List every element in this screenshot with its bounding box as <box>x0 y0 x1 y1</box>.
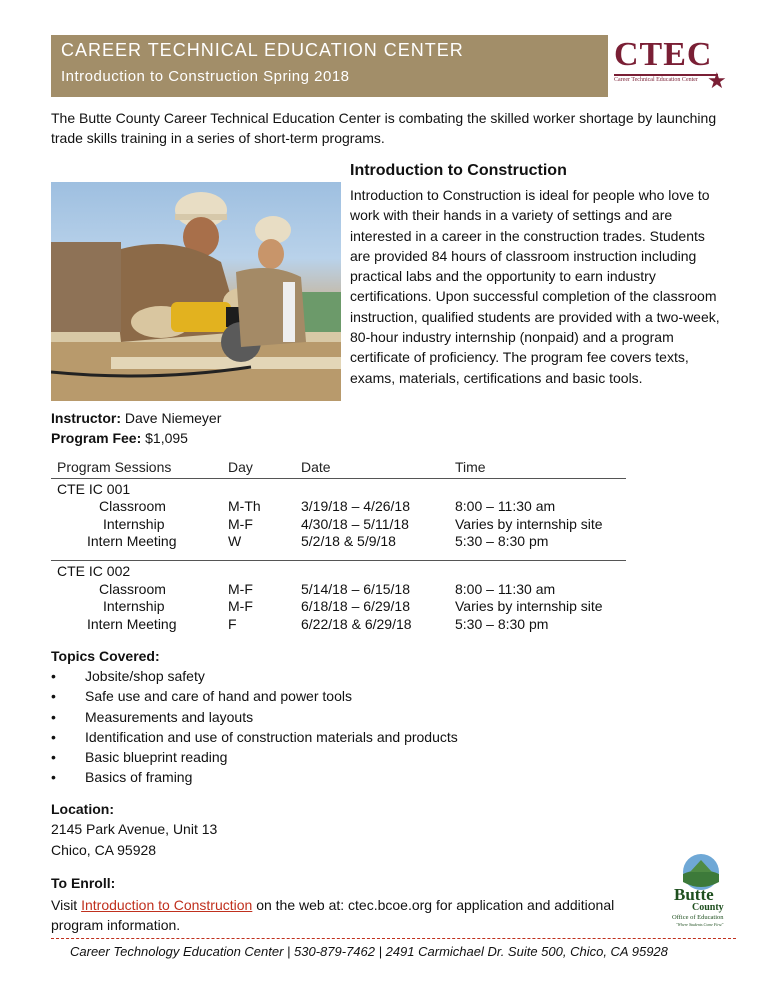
instructor-label: Instructor: <box>51 410 121 426</box>
session-day: M-F <box>228 598 253 615</box>
list-item <box>51 666 651 686</box>
ctec-logo-text: CTEC <box>614 36 713 73</box>
session-day: W <box>228 533 242 550</box>
session-time: 5:30 – 8:30 pm <box>455 533 549 550</box>
table-row <box>51 516 626 534</box>
header-time: Time <box>455 459 486 475</box>
session-day: M-F <box>228 580 253 597</box>
ctec-logo <box>612 36 727 96</box>
enroll-title: To Enroll: <box>51 875 116 891</box>
instructor-info <box>51 408 221 448</box>
session-time: Varies by internship site <box>455 598 603 615</box>
schedule-table <box>51 459 626 633</box>
session-time: Varies by internship site <box>455 515 603 532</box>
session-date: 6/18/18 – 6/29/18 <box>301 598 410 615</box>
location-title: Location: <box>51 801 114 817</box>
butte-logo-line3: Office of Education <box>672 914 724 921</box>
session-date: 4/30/18 – 5/11/18 <box>301 515 409 532</box>
topic-text: Safe use and care of hand and power tools <box>85 688 352 705</box>
session-date: 5/14/18 – 6/15/18 <box>301 580 410 597</box>
butte-logo-line2: County <box>692 902 724 913</box>
banner-title: CAREER TECHNICAL EDUCATION CENTER <box>61 40 464 60</box>
bullet-icon: • <box>51 708 56 725</box>
topic-text: Jobsite/shop safety <box>85 668 205 684</box>
session-time: 5:30 – 8:30 pm <box>455 615 549 632</box>
ctec-logo-rule <box>614 74 718 76</box>
bullet-icon: • <box>51 749 56 766</box>
construction-workers-photo <box>51 182 341 401</box>
location-city: Chico, CA 95928 <box>51 842 157 858</box>
intro-paragraph: The Butte County Career Technical Education Center is combating the skilled worker shortage by launching trade skills training in a series of short-term programs. <box>51 110 717 146</box>
fee-label: Program Fee: <box>51 430 142 446</box>
banner-subtitle: Introduction to Construction Spring 2018 <box>61 68 350 85</box>
topics-title: Topics Covered: <box>51 648 160 664</box>
session-day: M-F <box>228 515 253 532</box>
session-date: 6/22/18 & 6/29/18 <box>301 615 412 632</box>
list-item <box>51 707 651 727</box>
schedule-divider <box>51 560 626 561</box>
header-day: Day <box>228 459 253 475</box>
fee-value: $1,095 <box>145 430 188 446</box>
enroll-suffix: on the web at: ctec.bcoe.org for application and additional program information. <box>51 897 615 933</box>
session-type: Internship <box>103 515 165 532</box>
topic-text: Basics of framing <box>85 769 193 786</box>
session-name: CTE IC 001 <box>57 480 131 497</box>
enroll-text <box>51 895 631 935</box>
star-icon: ★ <box>707 68 727 93</box>
session-type: Classroom <box>99 580 166 597</box>
schedule-divider <box>51 478 626 479</box>
list-item <box>51 767 651 787</box>
bullet-icon: • <box>51 668 56 684</box>
topic-text: Identification and use of construction materials and products <box>85 728 458 745</box>
butte-logo-line1: Butte <box>674 885 714 904</box>
program-description: Introduction to Construction is ideal for people who love to work with their hands in a variety of settings and are interested in a career in the construction trades. Students are provided 84 hours of classroom instruction including practical labs and the opportunity to earn industry certifications. Upon successful completion of the classroom instruction, qualified students are provided with a two-week, 80-hour industry internship (nonpaid) and a program certificate of proficiency. The program fee covers texts, exams, materials, certifications and basic tools. <box>350 187 720 386</box>
bullet-icon: • <box>51 728 56 745</box>
session-name: CTE IC 002 <box>57 562 131 579</box>
section-title: Introduction to Construction <box>350 162 567 179</box>
bullet-icon: • <box>51 688 56 705</box>
topics-list <box>51 666 651 788</box>
butte-logo-graphic <box>668 852 738 932</box>
list-item <box>51 727 651 747</box>
session-type: Internship <box>103 598 165 615</box>
photo-illustration <box>51 182 341 401</box>
header-date: Date <box>301 459 331 475</box>
session-time: 8:00 – 11:30 am <box>455 498 556 515</box>
table-row <box>51 498 626 516</box>
session-type: Intern Meeting <box>87 615 177 632</box>
instructor-name: Dave Niemeyer <box>124 410 222 426</box>
session-type: Intern Meeting <box>87 533 177 550</box>
bullet-icon: • <box>51 769 56 786</box>
session-date: 3/19/18 – 4/26/18 <box>301 498 410 515</box>
session-time: 8:00 – 11:30 am <box>455 580 556 597</box>
topic-text: Measurements and layouts <box>85 708 254 725</box>
footer-contact: Career Technology Education Center | 530-879-7462 | 2491 Carmichael Dr. Suite 500, Chico, CA 95928 <box>70 944 668 959</box>
table-row <box>51 616 626 634</box>
session-day: M-Th <box>228 498 261 515</box>
session-name-row <box>51 563 626 581</box>
session-date: 5/2/18 & 5/9/18 <box>301 533 396 550</box>
session-name-row <box>51 481 626 499</box>
butte-county-logo <box>668 852 738 932</box>
butte-logo-tagline: "Where Students Come First" <box>676 922 724 927</box>
table-row <box>51 581 626 599</box>
header-sessions: Program Sessions <box>57 459 172 475</box>
instructor-line <box>51 408 221 428</box>
footer-divider <box>51 938 736 939</box>
location-address: 2145 Park Avenue, Unit 13 <box>51 821 218 837</box>
table-row <box>51 533 626 551</box>
enroll-prefix: Visit <box>51 897 82 913</box>
ctec-logo-tagline: Career Technical Education Center <box>614 77 698 83</box>
topic-text: Basic blueprint reading <box>85 749 228 766</box>
list-item <box>51 686 651 706</box>
list-item <box>51 747 651 767</box>
header-banner <box>51 35 608 97</box>
fee-line <box>51 428 221 448</box>
session-day: F <box>228 615 237 632</box>
session-type: Classroom <box>99 498 166 515</box>
program-link[interactable]: Introduction to Construction <box>81 897 253 913</box>
schedule-header-row <box>51 459 626 477</box>
table-row <box>51 598 626 616</box>
